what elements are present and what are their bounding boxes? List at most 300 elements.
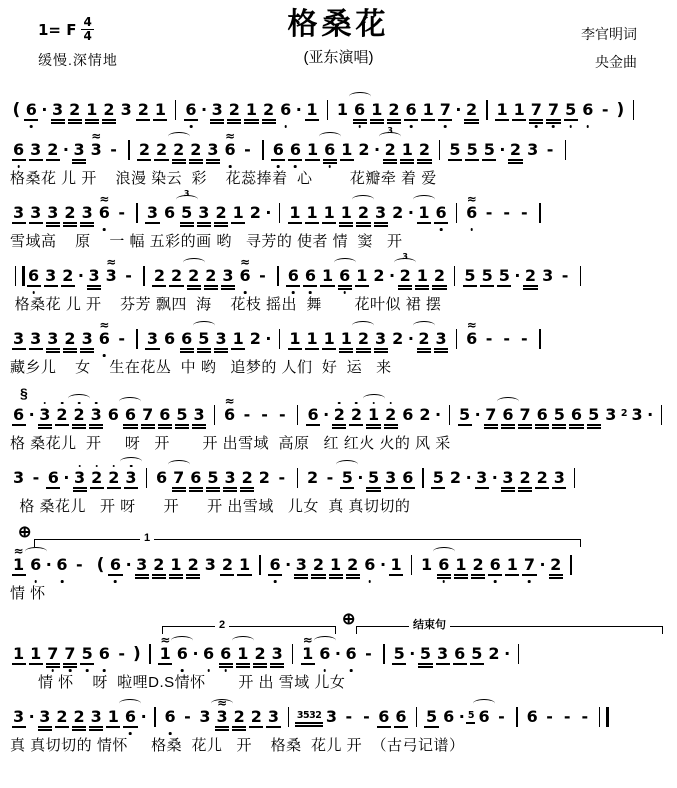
slur-arc bbox=[363, 394, 385, 403]
note: 3 bbox=[375, 203, 387, 222]
dash-duration: - bbox=[184, 707, 191, 726]
note: 3 bbox=[267, 707, 280, 726]
music-notes-line bbox=[10, 633, 667, 670]
dot-duration: · bbox=[435, 405, 442, 424]
dot-duration: · bbox=[265, 203, 272, 222]
slur-arc bbox=[413, 321, 435, 330]
note: 5 bbox=[341, 470, 353, 486]
barline bbox=[279, 203, 280, 223]
dot-duration: · bbox=[491, 468, 498, 487]
note: 1 bbox=[154, 100, 166, 119]
note: 6 bbox=[304, 268, 316, 284]
high-octave-dot bbox=[389, 402, 392, 405]
coda-icon: ⊕ bbox=[18, 524, 32, 541]
low-octave-dot bbox=[32, 291, 35, 294]
ending-bracket-label: 2 bbox=[215, 619, 229, 632]
slur-arc bbox=[168, 460, 190, 469]
note: 3 bbox=[476, 468, 488, 487]
song-title: 格桑花 bbox=[287, 8, 390, 41]
barline bbox=[136, 203, 137, 223]
note: 6 bbox=[443, 707, 455, 726]
barline bbox=[661, 405, 662, 425]
note: 3 bbox=[74, 470, 86, 486]
low-octave-dot bbox=[207, 669, 210, 672]
note: 6 bbox=[159, 405, 171, 424]
performer-subtitle: (亚东演唱) bbox=[303, 49, 374, 66]
note: 1 bbox=[107, 707, 119, 726]
note: 2 bbox=[258, 468, 270, 487]
note: 2 bbox=[519, 468, 531, 487]
dot-duration: · bbox=[28, 405, 35, 424]
dash-duration: - bbox=[32, 468, 40, 487]
system-line-8 bbox=[10, 525, 667, 604]
note: 1 bbox=[401, 140, 413, 159]
low-octave-dot bbox=[17, 165, 20, 168]
note: 2 bbox=[205, 266, 217, 285]
vibrato-mark: ≈ bbox=[216, 696, 228, 710]
note: 5 bbox=[483, 140, 495, 159]
note: 1 bbox=[232, 203, 244, 222]
note: 5 bbox=[198, 331, 210, 347]
dash-duration: - bbox=[345, 707, 353, 726]
low-octave-dot bbox=[244, 291, 247, 294]
dot-duration: · bbox=[458, 707, 465, 726]
note: 2 bbox=[241, 468, 253, 487]
note: 6 bbox=[526, 707, 538, 726]
high-octave-dot bbox=[338, 402, 341, 405]
barline bbox=[128, 140, 129, 160]
note: 6 ≈ bbox=[239, 268, 251, 284]
low-octave-dot bbox=[114, 580, 117, 583]
note: 3 bbox=[13, 707, 25, 726]
dot-duration: · bbox=[374, 140, 381, 159]
dash-duration: - bbox=[601, 100, 609, 119]
note: 3 bbox=[47, 203, 59, 222]
note: 2 bbox=[312, 555, 325, 574]
note: 2 bbox=[137, 100, 149, 119]
system-line-9 bbox=[10, 612, 667, 693]
barline bbox=[486, 100, 487, 120]
note: 1 bbox=[306, 329, 318, 348]
note: 2 bbox=[62, 266, 74, 285]
note: 2 bbox=[373, 266, 385, 285]
barline bbox=[146, 468, 147, 488]
note: 3 bbox=[553, 468, 565, 487]
header bbox=[10, 8, 667, 82]
barline bbox=[518, 644, 519, 664]
note: 3 bbox=[88, 266, 100, 285]
dash-duration: - bbox=[498, 707, 505, 726]
note: 1 bbox=[496, 100, 508, 119]
note: 5 bbox=[565, 102, 577, 118]
note: 5 bbox=[81, 646, 93, 662]
high-octave-dot bbox=[95, 402, 98, 405]
note: 1 bbox=[513, 100, 525, 119]
note: 6 bbox=[378, 707, 390, 726]
note: 6 ≈ bbox=[98, 331, 110, 347]
low-octave-dot bbox=[442, 580, 445, 583]
dot-duration: · bbox=[125, 555, 132, 574]
note: 2 bbox=[488, 644, 500, 663]
note: 2 bbox=[170, 266, 183, 285]
note: 2 bbox=[155, 140, 168, 159]
note: 3 bbox=[631, 405, 643, 424]
note: 2 bbox=[108, 470, 120, 486]
note: 3 bbox=[542, 266, 554, 285]
note: 5 bbox=[425, 707, 438, 726]
grace-note: 3532 bbox=[296, 705, 321, 721]
music-notes-line bbox=[10, 318, 667, 355]
dash-duration: - bbox=[244, 140, 251, 159]
low-octave-dot bbox=[369, 580, 372, 583]
note: 3 bbox=[527, 140, 539, 159]
note: 5 bbox=[471, 644, 483, 663]
low-octave-dot bbox=[343, 291, 346, 294]
dash-duration: - bbox=[365, 644, 372, 663]
phrase-paren: ) bbox=[132, 643, 141, 664]
note: 6 bbox=[289, 142, 301, 158]
vibrato-mark: ≈ bbox=[302, 633, 313, 647]
note: 6 bbox=[25, 102, 37, 118]
dot-duration: · bbox=[647, 405, 654, 424]
note: 3 bbox=[47, 329, 59, 348]
barline bbox=[214, 405, 215, 425]
vibrato-mark: ≈ bbox=[466, 318, 477, 332]
note: 1 bbox=[323, 329, 335, 348]
note: 2 bbox=[509, 140, 522, 159]
triplet-number: 3 bbox=[402, 252, 408, 261]
note: 1 bbox=[232, 329, 244, 348]
vibrato-mark: ≈ bbox=[99, 318, 110, 332]
note: 1 bbox=[356, 266, 368, 285]
dash-duration: - bbox=[520, 203, 528, 222]
low-octave-dot bbox=[86, 669, 89, 672]
dot-duration: · bbox=[62, 140, 69, 159]
note: 2 bbox=[449, 468, 462, 487]
music-notes-line bbox=[10, 394, 667, 431]
note: 6 bbox=[339, 268, 351, 284]
low-octave-dot bbox=[169, 732, 172, 735]
dash-duration: - bbox=[520, 329, 528, 348]
barline bbox=[297, 405, 298, 425]
dot-duration: · bbox=[201, 100, 208, 119]
barline bbox=[580, 266, 581, 286]
note: 5 bbox=[498, 266, 510, 285]
barline bbox=[175, 100, 176, 120]
lyrics-line: 格桑花 儿 开 浪漫 染云 彩 花蕊捧着 心 花瓣牵 着 爱 bbox=[10, 170, 437, 187]
high-octave-dot bbox=[113, 465, 116, 468]
note: 1 bbox=[340, 203, 352, 222]
note: 6 bbox=[489, 557, 501, 573]
note: 6 bbox=[124, 709, 136, 725]
dot-duration: · bbox=[295, 100, 302, 119]
low-octave-dot bbox=[30, 125, 33, 128]
note: 6 bbox=[56, 557, 68, 573]
dash-duration: - bbox=[561, 266, 569, 285]
dash-duration: - bbox=[363, 707, 370, 726]
note: 5 bbox=[207, 468, 219, 487]
barline bbox=[449, 405, 450, 425]
note: 2 bbox=[153, 555, 165, 574]
note: 5 bbox=[588, 405, 600, 424]
note: 2 bbox=[188, 268, 200, 284]
note: 1 bbox=[238, 555, 251, 574]
note: 3 bbox=[45, 266, 57, 285]
note: 6 bbox=[345, 646, 357, 662]
note: 3 bbox=[204, 555, 216, 574]
note: 1 bbox=[30, 644, 42, 663]
lyrics-line: 格 桑花儿 开 呀 开 开 出雪域 高原 红 红火 火的 风 采 bbox=[10, 435, 451, 452]
low-octave-dot bbox=[440, 228, 443, 231]
music-notes-line bbox=[10, 696, 667, 733]
low-octave-dot bbox=[292, 291, 295, 294]
note: 3 bbox=[193, 405, 205, 424]
note: 1 bbox=[330, 555, 342, 574]
note: 1 bbox=[323, 203, 335, 222]
low-octave-dot bbox=[129, 732, 132, 735]
dash-duration: - bbox=[326, 468, 334, 487]
slur-arc bbox=[336, 460, 358, 469]
note: 5 bbox=[367, 468, 380, 487]
note: 3 bbox=[39, 407, 51, 423]
low-octave-dot bbox=[444, 125, 447, 128]
dot-duration: · bbox=[409, 644, 416, 663]
dot-duration: · bbox=[539, 555, 546, 574]
note: 6 bbox=[287, 268, 299, 284]
note: 6 bbox=[364, 557, 376, 573]
system-line-2 bbox=[10, 126, 667, 189]
phrase-paren: ( bbox=[96, 554, 105, 575]
note: 1 bbox=[245, 100, 258, 119]
note: 6 bbox=[13, 405, 25, 424]
note: 1 bbox=[170, 555, 182, 574]
slur-arc bbox=[314, 636, 336, 645]
note: 3 bbox=[13, 329, 25, 348]
vibrato-mark: ≈ bbox=[13, 544, 24, 558]
note: 6 bbox=[454, 644, 466, 663]
note: 6 bbox=[280, 102, 292, 118]
note: 3 bbox=[39, 707, 51, 726]
dash-duration: - bbox=[118, 644, 125, 663]
dash-duration: - bbox=[485, 329, 493, 348]
dash-duration: - bbox=[118, 203, 125, 222]
note: 2 bbox=[263, 100, 275, 119]
note: 2 bbox=[333, 407, 345, 423]
dash-duration: - bbox=[76, 555, 83, 574]
note: 3 bbox=[222, 266, 234, 285]
barline bbox=[136, 329, 137, 349]
note: 6 bbox=[28, 268, 40, 284]
note: 3 bbox=[215, 329, 227, 348]
note: 5 bbox=[176, 405, 188, 424]
note: 1 bbox=[306, 203, 318, 222]
note: 3 bbox=[13, 468, 25, 487]
low-octave-dot bbox=[528, 580, 531, 583]
dash-duration: - bbox=[261, 405, 268, 424]
note: 1 bbox=[418, 205, 430, 221]
note: 1 bbox=[289, 203, 301, 222]
slur-arc bbox=[168, 132, 190, 141]
system-line-1 bbox=[10, 94, 667, 126]
note: 1 bbox=[336, 100, 349, 119]
note: 6 bbox=[181, 329, 193, 348]
slur-arc bbox=[413, 195, 435, 204]
dot-duration: · bbox=[407, 329, 414, 348]
final-barline bbox=[15, 266, 25, 286]
note: 3 bbox=[81, 203, 93, 222]
note: 3 bbox=[146, 329, 159, 348]
note: 3 bbox=[13, 203, 25, 222]
note: 1 bbox=[321, 266, 334, 285]
grace-note: 2 bbox=[620, 408, 627, 419]
low-octave-dot bbox=[103, 354, 106, 357]
note: 3 ≈ bbox=[105, 255, 117, 285]
note: 6 bbox=[47, 468, 59, 487]
note: 6 bbox=[190, 468, 202, 487]
note: 3 bbox=[120, 100, 132, 119]
note: 6 ≈ bbox=[224, 142, 236, 158]
note: 6 bbox=[176, 646, 188, 662]
note: 2 bbox=[69, 100, 81, 119]
lyrics-line: 格桑花 儿 开 芬芳 飘四 海 花枝 摇出 舞 花叶似 裙 摆 bbox=[10, 296, 442, 313]
dot-duration: · bbox=[357, 468, 364, 487]
barline bbox=[277, 266, 278, 286]
note: 3 bbox=[502, 468, 514, 487]
dash-duration: - bbox=[503, 329, 510, 348]
note: 6 bbox=[536, 405, 548, 424]
note: 2 bbox=[385, 407, 397, 423]
note: 6 bbox=[220, 646, 232, 662]
slur-arc bbox=[119, 397, 141, 406]
note: 2 bbox=[221, 555, 233, 574]
slur-arc bbox=[352, 321, 374, 330]
dot-duration: · bbox=[465, 468, 472, 487]
dot-duration: · bbox=[28, 707, 35, 726]
key-label: 1= F bbox=[38, 20, 77, 39]
note: 2 bbox=[433, 266, 446, 285]
dash-duration: - bbox=[278, 468, 286, 487]
dot-duration: · bbox=[334, 644, 341, 663]
dash-duration: - bbox=[259, 266, 266, 285]
slur-arc bbox=[68, 394, 90, 403]
note: 2 bbox=[388, 100, 400, 119]
lyrics-line: 情 怀 呀 啦哩D.S情怀 开 出 雪域 儿女 bbox=[10, 674, 346, 691]
vibrato-mark: ≈ bbox=[160, 633, 171, 647]
note: 6 bbox=[269, 557, 281, 573]
note: 2 bbox=[418, 140, 431, 159]
system-line-6 bbox=[10, 386, 667, 454]
slur-arc bbox=[319, 132, 341, 141]
note: 5 3 bbox=[181, 205, 193, 221]
note: 1 bbox=[340, 329, 352, 348]
note: 2 bbox=[357, 331, 369, 347]
low-octave-dot bbox=[229, 165, 232, 168]
note: 5 bbox=[466, 140, 478, 159]
dot-duration: · bbox=[455, 100, 462, 119]
lyrics-line: 藏乡儿 女 生在花丛 中 哟 追梦的 人们 好 运 来 bbox=[10, 359, 392, 376]
note: 3 bbox=[81, 329, 93, 348]
note: 3 bbox=[295, 555, 307, 574]
dot-duration: · bbox=[41, 100, 48, 119]
note bbox=[91, 557, 92, 573]
vibrato-mark: ≈ bbox=[466, 192, 477, 206]
dot-duration: · bbox=[474, 405, 481, 424]
vibrato-mark: ≈ bbox=[106, 255, 117, 269]
dot-duration: · bbox=[504, 644, 511, 663]
note: 3 bbox=[198, 203, 210, 222]
note: 1 bbox=[421, 555, 433, 574]
lyrics-line: 雪域高 原 一 幅 五彩的画 哟 寻芳的 使者 情 窦 开 bbox=[10, 233, 403, 250]
note: 2 bbox=[472, 555, 484, 574]
note: 2 bbox=[250, 707, 262, 726]
dot-duration: · bbox=[499, 140, 506, 159]
note: 6 bbox=[109, 557, 121, 573]
low-octave-dot bbox=[224, 669, 227, 672]
slur-arc bbox=[473, 699, 495, 708]
barline bbox=[516, 707, 517, 727]
note: 7 bbox=[64, 646, 76, 662]
slur-arc bbox=[119, 699, 141, 708]
barline bbox=[288, 707, 289, 727]
dash-duration: - bbox=[125, 266, 132, 285]
phrase-paren: ) bbox=[616, 99, 625, 120]
barline bbox=[456, 329, 457, 349]
vibrato-mark: ≈ bbox=[99, 192, 110, 206]
note: 2 bbox=[47, 140, 59, 159]
note: 6 bbox=[13, 142, 25, 158]
note: 3 bbox=[146, 203, 159, 222]
note: 6 ≈ bbox=[466, 318, 478, 348]
segno-icon: § bbox=[20, 385, 28, 401]
note: 7 bbox=[530, 102, 542, 118]
note: 5 bbox=[432, 468, 444, 487]
note: 2 bbox=[173, 142, 185, 158]
barline bbox=[456, 203, 457, 223]
vibrato-mark: ≈ bbox=[91, 129, 102, 143]
note: 3 bbox=[199, 707, 211, 726]
barline bbox=[292, 644, 293, 664]
barline bbox=[565, 140, 566, 160]
composer-credit: 央金曲 bbox=[595, 54, 637, 70]
note: 3 bbox=[90, 407, 102, 423]
note: 2 bbox=[306, 468, 319, 487]
note: 3 bbox=[207, 140, 219, 159]
ending-bracket-label: 1 bbox=[140, 532, 154, 545]
note: 2 bbox=[249, 203, 261, 222]
note: 6 ≈ bbox=[466, 205, 478, 221]
low-octave-dot bbox=[494, 580, 497, 583]
low-octave-dot bbox=[586, 125, 589, 128]
note: 6 bbox=[124, 407, 136, 423]
note: 6 bbox=[570, 405, 583, 424]
note: 6 bbox=[30, 557, 42, 573]
note: 2 bbox=[91, 470, 103, 486]
note: 2 bbox=[153, 266, 165, 285]
note: 7 bbox=[173, 470, 185, 486]
note: 2 bbox=[524, 266, 537, 285]
low-octave-dot bbox=[324, 669, 327, 672]
dash-duration: - bbox=[546, 140, 554, 159]
music-notes-line bbox=[10, 544, 667, 581]
note: 2 bbox=[56, 707, 68, 726]
note: 5 bbox=[459, 405, 471, 424]
dot-duration: · bbox=[285, 555, 292, 574]
barline bbox=[279, 329, 280, 349]
low-octave-dot bbox=[103, 669, 106, 672]
note: 6 bbox=[164, 709, 176, 725]
note: 2 bbox=[392, 329, 404, 348]
note: 6 bbox=[98, 646, 110, 662]
